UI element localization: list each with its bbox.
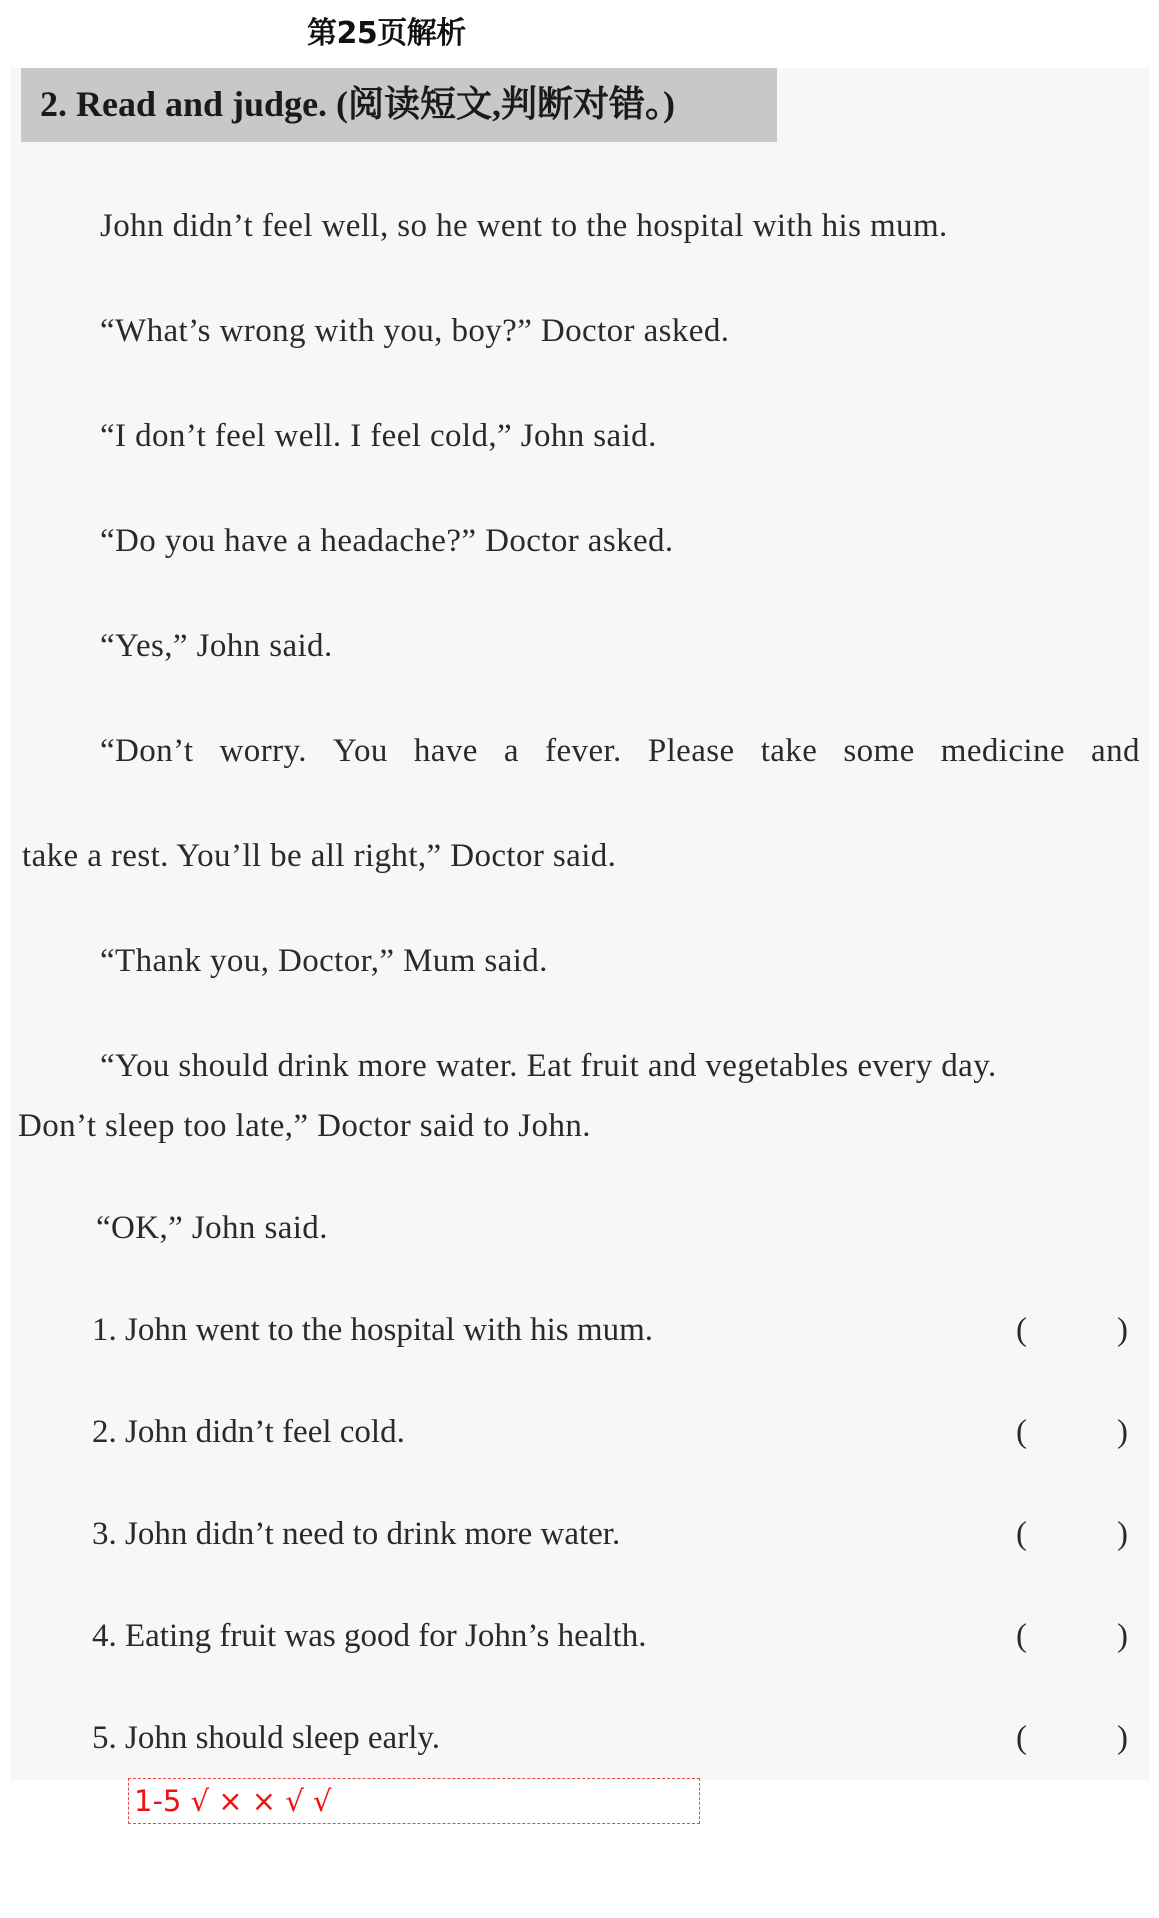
passage-word: Please [647, 733, 735, 769]
passage-line [100, 733, 1140, 770]
passage-word: You [333, 733, 388, 769]
answer-blank: ( ) [1016, 1720, 1128, 1756]
question-item [92, 1720, 1128, 1757]
question-text: 2. John didn’t feel cold. [92, 1414, 405, 1450]
question-item [92, 1414, 1128, 1451]
question-item [92, 1312, 1128, 1349]
passage-line: “Yes,” John said. [100, 628, 333, 664]
passage-line: Don’t sleep too late,” Doctor said to John. [18, 1108, 591, 1144]
passage-word: some [843, 733, 915, 769]
question-item [92, 1516, 1128, 1553]
page-title: 第25页解析 [307, 16, 466, 51]
question-text: 1. John went to the hospital with his mum. [92, 1312, 653, 1348]
passage-line: John didn’t feel well, so he went to the hospital with his mum. [100, 208, 948, 244]
passage-word: take [760, 733, 818, 769]
passage-word: worry. [219, 733, 307, 769]
question-text: 5. John should sleep early. [92, 1720, 440, 1756]
answer-blank: ( ) [1016, 1414, 1128, 1450]
question-text: 4. Eating fruit was good for John’s health. [92, 1618, 647, 1654]
passage-word: fever. [545, 733, 622, 769]
passage-line: “I don’t feel well. I feel cold,” John said. [100, 418, 657, 454]
passage-line: “OK,” John said. [96, 1210, 328, 1246]
answer-key: 1-5 √ × × √ √ [134, 1784, 332, 1818]
passage-word: have [413, 733, 478, 769]
exercise-heading: 2. Read and judge. (阅读短文,判断对错。) [40, 84, 676, 124]
passage-word: “Don’t [100, 733, 194, 769]
passage-word: medicine [940, 733, 1065, 769]
passage-word: and [1091, 733, 1140, 769]
passage-line: “You should drink more water. Eat fruit and vegetables every day. [100, 1048, 997, 1084]
question-text: 3. John didn’t need to drink more water. [92, 1516, 621, 1552]
answer-blank: ( ) [1016, 1312, 1128, 1348]
question-item [92, 1618, 1128, 1655]
passage-word: a [503, 733, 519, 769]
passage-line: “Do you have a headache?” Doctor asked. [100, 523, 674, 559]
passage-line: “Thank you, Doctor,” Mum said. [100, 943, 548, 979]
answer-blank: ( ) [1016, 1516, 1128, 1552]
answer-blank: ( ) [1016, 1618, 1128, 1654]
passage-line: take a rest. You’ll be all right,” Doctor said. [22, 838, 617, 874]
passage-line: “What’s wrong with you, boy?” Doctor asked. [100, 313, 730, 349]
